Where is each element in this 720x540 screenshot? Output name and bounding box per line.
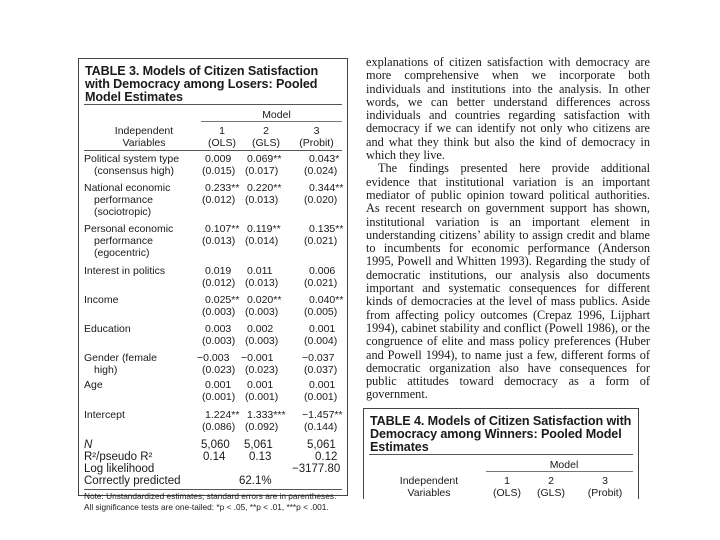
paragraph-2: The findings presented here provide additional evidence that institutional variation is an important mediator of public opinion toward political authorities. As recent research on government support has shown, institutional variation is an important element in understanding citizens’ ability to assign credit and blame to incumbents for economic performance (Anderson 1995, Powell and Whitten 1993). Regarding the study of democratic institutions, our analysis also documents important and systematic consequences for different kinds of democracies at the level of mass publics. Aside from affecting policy outcomes (Crepaz 1996, Lijphart 1994), cabinet stability and conflict (Powell 1986), or the congruence of elite and mass policy preferences (Huber and Powell 1994), to name just a few, different forms of democratic organization also have consequences for public attitudes toward democracy as a form of government. (366, 161, 650, 402)
col-3-num: 3 (602, 475, 608, 487)
paragraph-1: explanations of citizen satisfaction with democracy are more comprehensive when we incorporate both individuals and institutions into the analysis. In other words, we can better understand differences across individuals and countries regarding satisfaction with democracy if we can identify not only who citizens are and what they think but also the kind of democracy in which they live. (366, 55, 650, 163)
var-header-2: Variables (407, 487, 451, 499)
table-note: Note: Unstandardized estimates; standard errors are in parentheses. All significance tests are one-tailed: *p < .05, **p < .01, ***p < .001. (84, 491, 337, 512)
col-2-num: 2 (548, 475, 554, 487)
var-header-1: Independent (399, 475, 459, 487)
header-rule-top (369, 454, 633, 455)
col-1-num: 1 (219, 125, 225, 137)
col-1-type: (OLS) (492, 487, 521, 499)
col-2-num: 2 (263, 125, 269, 137)
col-2-type: (GLS) (251, 137, 280, 149)
col-3-type: (Probit) (587, 487, 623, 499)
article-body (366, 56, 650, 402)
header-rule-top (84, 104, 342, 105)
col-2-type: (GLS) (536, 487, 565, 499)
var-header-1: Independent (114, 125, 174, 137)
col-1-num: 1 (504, 475, 510, 487)
model-underline (486, 471, 633, 472)
col-1-type: (OLS) (207, 137, 236, 149)
var-header-2: Variables (122, 137, 166, 149)
col-3-type: (Probit) (299, 137, 334, 149)
model-header: Model (549, 459, 579, 471)
header-rule-bottom (84, 150, 342, 151)
table-3: TABLE 3. Models of Citizen Satisfaction with Democracy among Losers: Pooled Model Estimates Model Independent Variables 1 (OLS) 2 (GLS) 3 (Probit) Political system type (consensus high) 0.009 0.069** 0.043* (0.015) (0.017) (0.024) National economic performance (sociotropic) 0.233** 0.220** 0.344** (0.012) (0.013) (0.020) Personal economic performance (egocentric) 0.107** 0.119** 0.135** (0.013) (0.014) (0.021) Interest in politics 0.019 0.011 0.006 (0.012) (0.013) (0.021) Income 0.025** 0.020** 0.040** (0.003) (0.003) (0.005) Education 0.003 0.002 0.001 (0.003) (0.003) (0.004) Gender (female high) −0.003 −0.001 −0.037 (0.023) (0.023) (0.037) Age 0.001 0.001 0.001 (0.001) (0.001) (0.001) Intercept 1.224** 1.333*** −1.457** (0.086) (0.092) (0.144) N 5,060 5,061 5,061 R²/pseudo R² 0.14 0.13 0.12 Log likelihood −3177.80 Correctly predicted 62.1% Note: Unstandardized estimates; standard errors are in parentheses. All significance tests are one-tailed: *p < .05, **p < .01, ***p < .001. (78, 58, 348, 496)
model-header: Model (262, 109, 291, 121)
model-underline (201, 121, 342, 122)
table-3-title: TABLE 3. Models of Citizen Satisfaction with Democracy among Losers: Pooled Model Estimates (85, 64, 319, 104)
page-bottom-margin (360, 499, 650, 540)
col-3-num: 3 (313, 125, 320, 137)
note-rule (84, 489, 342, 490)
table-4-title: TABLE 4. Models of Citizen Satisfaction with Democracy among Winners: Pooled Model Estimates (370, 414, 632, 454)
